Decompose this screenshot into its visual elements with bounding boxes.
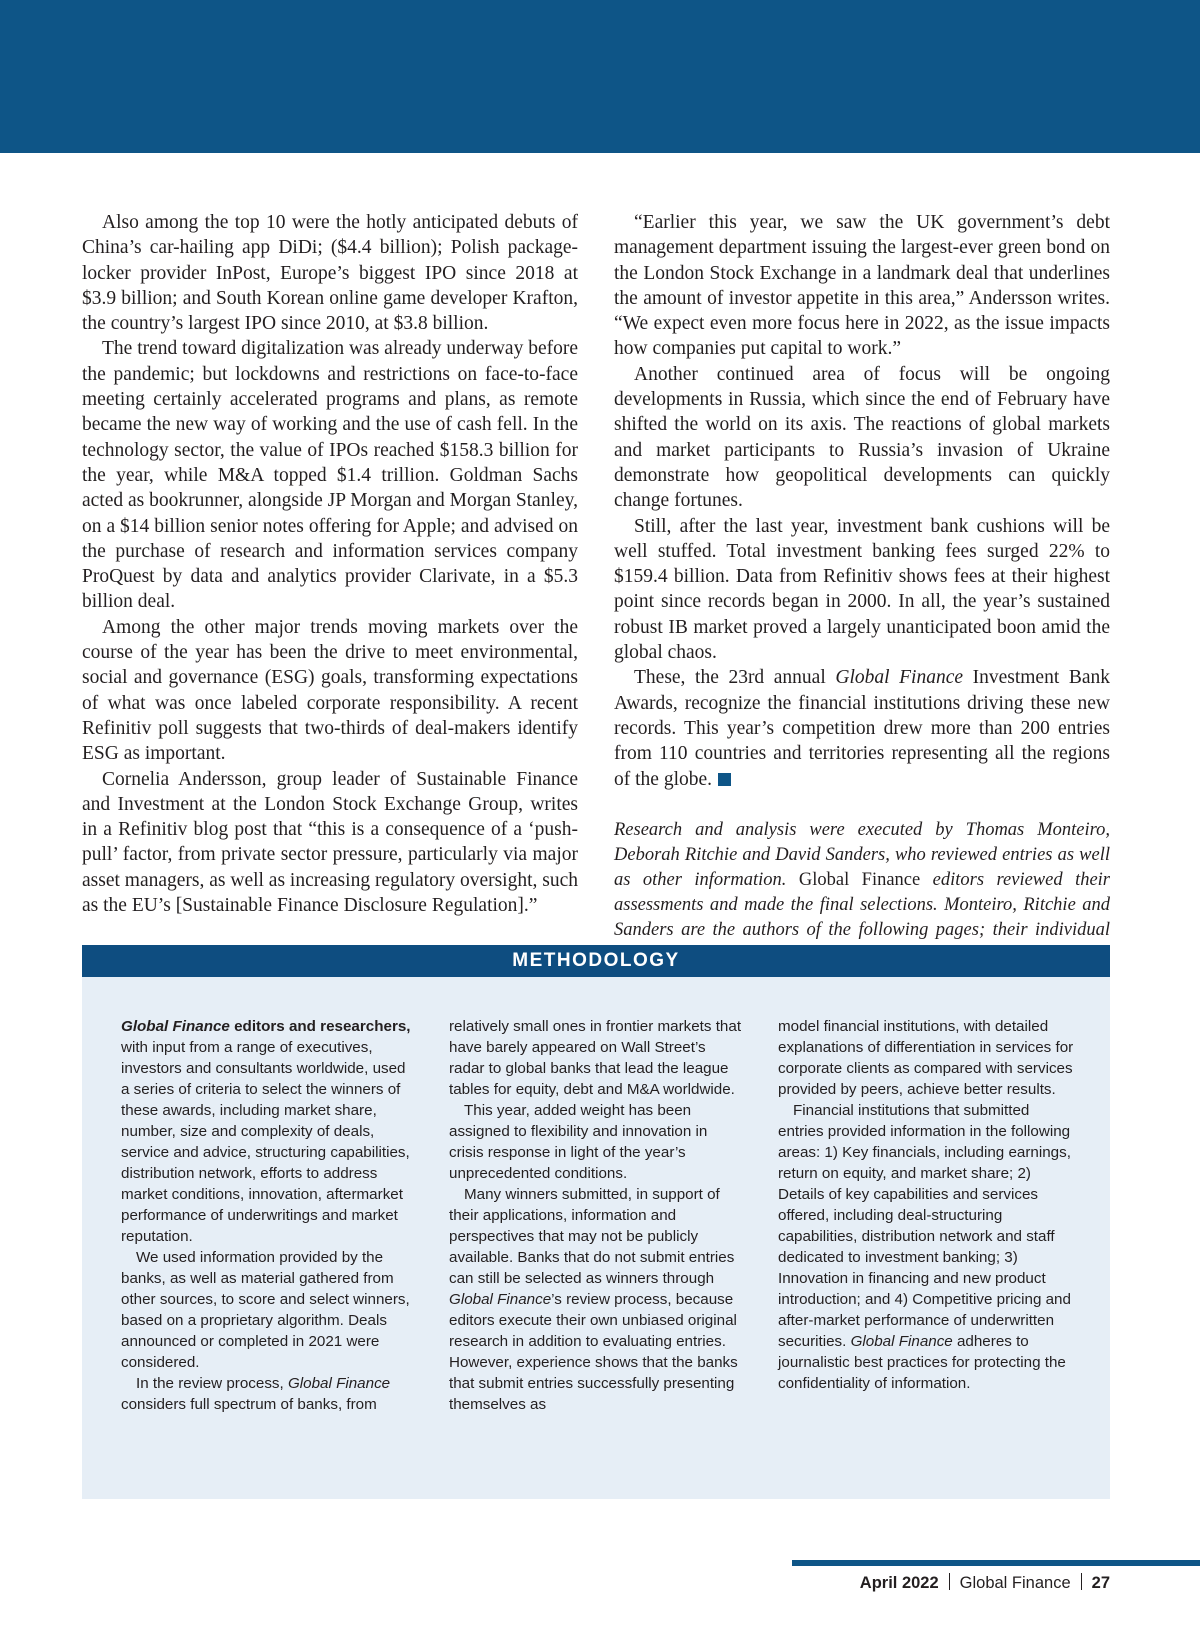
article-column-left	[82, 210, 578, 918]
article-closing-paragraph	[614, 665, 1110, 791]
credits-text-pre: Research and analysis were executed by Thomas Monteiro, Deborah Ritchie and David Sanders, who reviewed entries as well as other information.	[614, 819, 1110, 890]
footer-separator	[949, 1573, 950, 1590]
methodology-lead	[121, 1018, 411, 1035]
methodology-p3-post: considers full spectrum of banks, from	[121, 1396, 377, 1413]
closing-publication-title: Global Finance	[835, 667, 964, 689]
top-color-band	[0, 0, 1200, 153]
methodology-column-2	[449, 1016, 745, 1415]
methodology-paragraph	[121, 1016, 417, 1247]
end-square-icon	[718, 773, 731, 786]
article-paragraph: Cornelia Andersson, group leader of Sustainable Finance and Investment at the London Stock Exchange Group, writes in a Refinitiv blog post that “this is a consequence of a ‘push-pull’ factor, from private sector pressure, particularly via major asset managers, as well as increasing regulatory oversight, such as the EU’s [Sustainable Finance Disclosure Regulation].”	[82, 768, 579, 917]
methodology-p3-pre: In the review process,	[136, 1375, 288, 1392]
methodology-c3-p2-pre: Financial institutions that submitted entries provided information in the following areas: 1) Key financials, including earnings, return on equity, and market share; 2) Details of key capabilities and services offered, including deal-structuring capabilities, distribution network and staff dedicated to investment banking; 3) Innovation in financing and new product introduction; and 4) Competitive pricing and after-market performance of underwritten securities.	[778, 1102, 1071, 1350]
article-paragraph: Still, after the last year, investment bank cushions will be well stuffed. Total investment banking fees surged 22% to $159.4 billion. Data from Refinitiv shows fees at their highest point since records began in 2000. In all, the year’s sustained robust IB market proved a largely unanticipated boon amid the global chaos.	[614, 515, 1110, 664]
methodology-lead-rest: editors and researchers,	[229, 1018, 411, 1035]
methodology-paragraph	[121, 1373, 417, 1415]
methodology-p1-text: with input from a range of executives, investors and consultants worldwide, used a series of criteria to select the winners of these awards, including market share, number, size and complexity of deals, service and advice, structuring capabilities, distribution network, efforts to address market conditions, innovation, aftermarket performance of underwritings and market reputation.	[121, 1039, 410, 1245]
methodology-paragraph	[778, 1100, 1074, 1394]
methodology-box	[82, 977, 1110, 1499]
methodology-c2-p3-post: ’s review process, because editors execute their own unbiased original research in addition to evaluating entries. However, experience shows that the banks that submit entries successfully presenting themselves as	[449, 1291, 738, 1413]
article-paragraph: The trend toward digitalization was already underway before the pandemic; but lockdowns and restrictions on face-to-face meeting certainly accelerated programs and plans, as remote became the new way of working and the use of cash fell. In the technology sector, the value of IPOs reached $158.3 billion for the year, while M&A topped $1.4 trillion. Goldman Sachs acted as bookrunner, alongside JP Morgan and Morgan Stanley, on a $14 billion senior notes offering for Apple; and advised on the purchase of research and information services company ProQuest by data and analytics provider Clarivate, in a $5.3 billion deal.	[82, 338, 578, 613]
methodology-p3-brand: Global Finance	[287, 1375, 391, 1392]
methodology-paragraph: relatively small ones in frontier markets that have barely appeared on Wall Street’s radar to global banks that lead the league tables for equity, debt and M&A worldwide.	[449, 1018, 742, 1098]
page-number: 27	[1091, 1574, 1110, 1592]
methodology-paragraph: model financial institutions, with detailed explanations of differentiation in services for corporate clients as compared with services provided by peers, achieve better results.	[778, 1018, 1074, 1098]
article-paragraph: Among the other major trends moving markets over the course of the year has been the drive to meet environmental, social and governance (ESG) goals, transforming expectations of what was once labeled corporate responsibility. A recent Refinitiv poll suggests that two-thirds of deal-makers identify ESG as important.	[82, 616, 578, 765]
credits-text-post: editors reviewed their assessments and made the final selections. Monteiro, Ritchie and Sanders are the authors of the following pages; their individual	[614, 869, 1111, 940]
article-paragraph: “Earlier this year, we saw the UK government’s debt management department issuing the largest-ever green bond on the London Stock Exchange in a landmark deal that underlines the amount of investor appetite in this area,” Andersson writes. “We expect even more focus here in 2022, as the issue impacts how companies put capital to work.”	[614, 212, 1110, 360]
footer-separator	[1081, 1573, 1082, 1590]
methodology-column-1	[121, 1016, 417, 1415]
methodology-c3-p2-post: adheres to journalistic best practices for protecting the confidentiality of information.	[778, 1333, 1066, 1392]
methodology-c3-p2-brand: Global Finance	[850, 1333, 953, 1350]
methodology-lead-brand: Global Finance	[121, 1018, 230, 1035]
methodology-column-3	[778, 1016, 1074, 1394]
article-paragraph: Another continued area of focus will be ongoing developments in Russia, which since the end of February have shifted the world on its axis. The reactions of global markets and market participants to Russia’s invasion of Ukraine demonstrate how geopolitical developments can quickly change fortunes.	[614, 363, 1110, 512]
article-column-right	[614, 210, 1110, 968]
article-paragraph: Also among the top 10 were the hotly anticipated debuts of China’s car-hailing app DiDi; ($4.4 billion); Polish package-locker provider InPost, Europe’s biggest IPO since 2018 at $3.9 billion; and South Korean online game developer Krafton, the country’s largest IPO since 2010, at $3.8 billion.	[82, 212, 578, 335]
methodology-heading: METHODOLOGY	[82, 945, 1110, 977]
methodology-paragraph: This year, added weight has been assigned to flexibility and innovation in crisis response in light of the year’s unprecedented conditions.	[449, 1102, 708, 1182]
methodology-paragraph: We used information provided by the banks, as well as material gathered from other sources, to score and select winners, based on a proprietary algorithm. Deals announced or completed in 2021 were considered.	[121, 1249, 410, 1371]
footer-rule	[792, 1560, 1200, 1566]
footer-publication: Global Finance	[959, 1574, 1071, 1592]
credits-brand: Global Finance	[798, 869, 921, 890]
methodology-c2-p3-brand: Global Finance	[449, 1291, 552, 1308]
methodology-c2-p3-pre: Many winners submitted, in support of their applications, information and perspectives that may not be publicly available. Banks that do not submit entries can still be selected as winners through	[449, 1186, 735, 1287]
page-footer	[860, 1569, 1110, 1597]
closing-text-pre: These, the 23rd annual	[634, 667, 836, 689]
closing-text-post: Investment Bank Awards, recognize the financial institutions driving these new records. This year’s competition drew more than 200 entries from 110 countries and territories representing all the regions of the globe.	[614, 667, 1111, 790]
methodology-paragraph	[449, 1184, 745, 1415]
footer-date: April 2022	[859, 1574, 939, 1592]
